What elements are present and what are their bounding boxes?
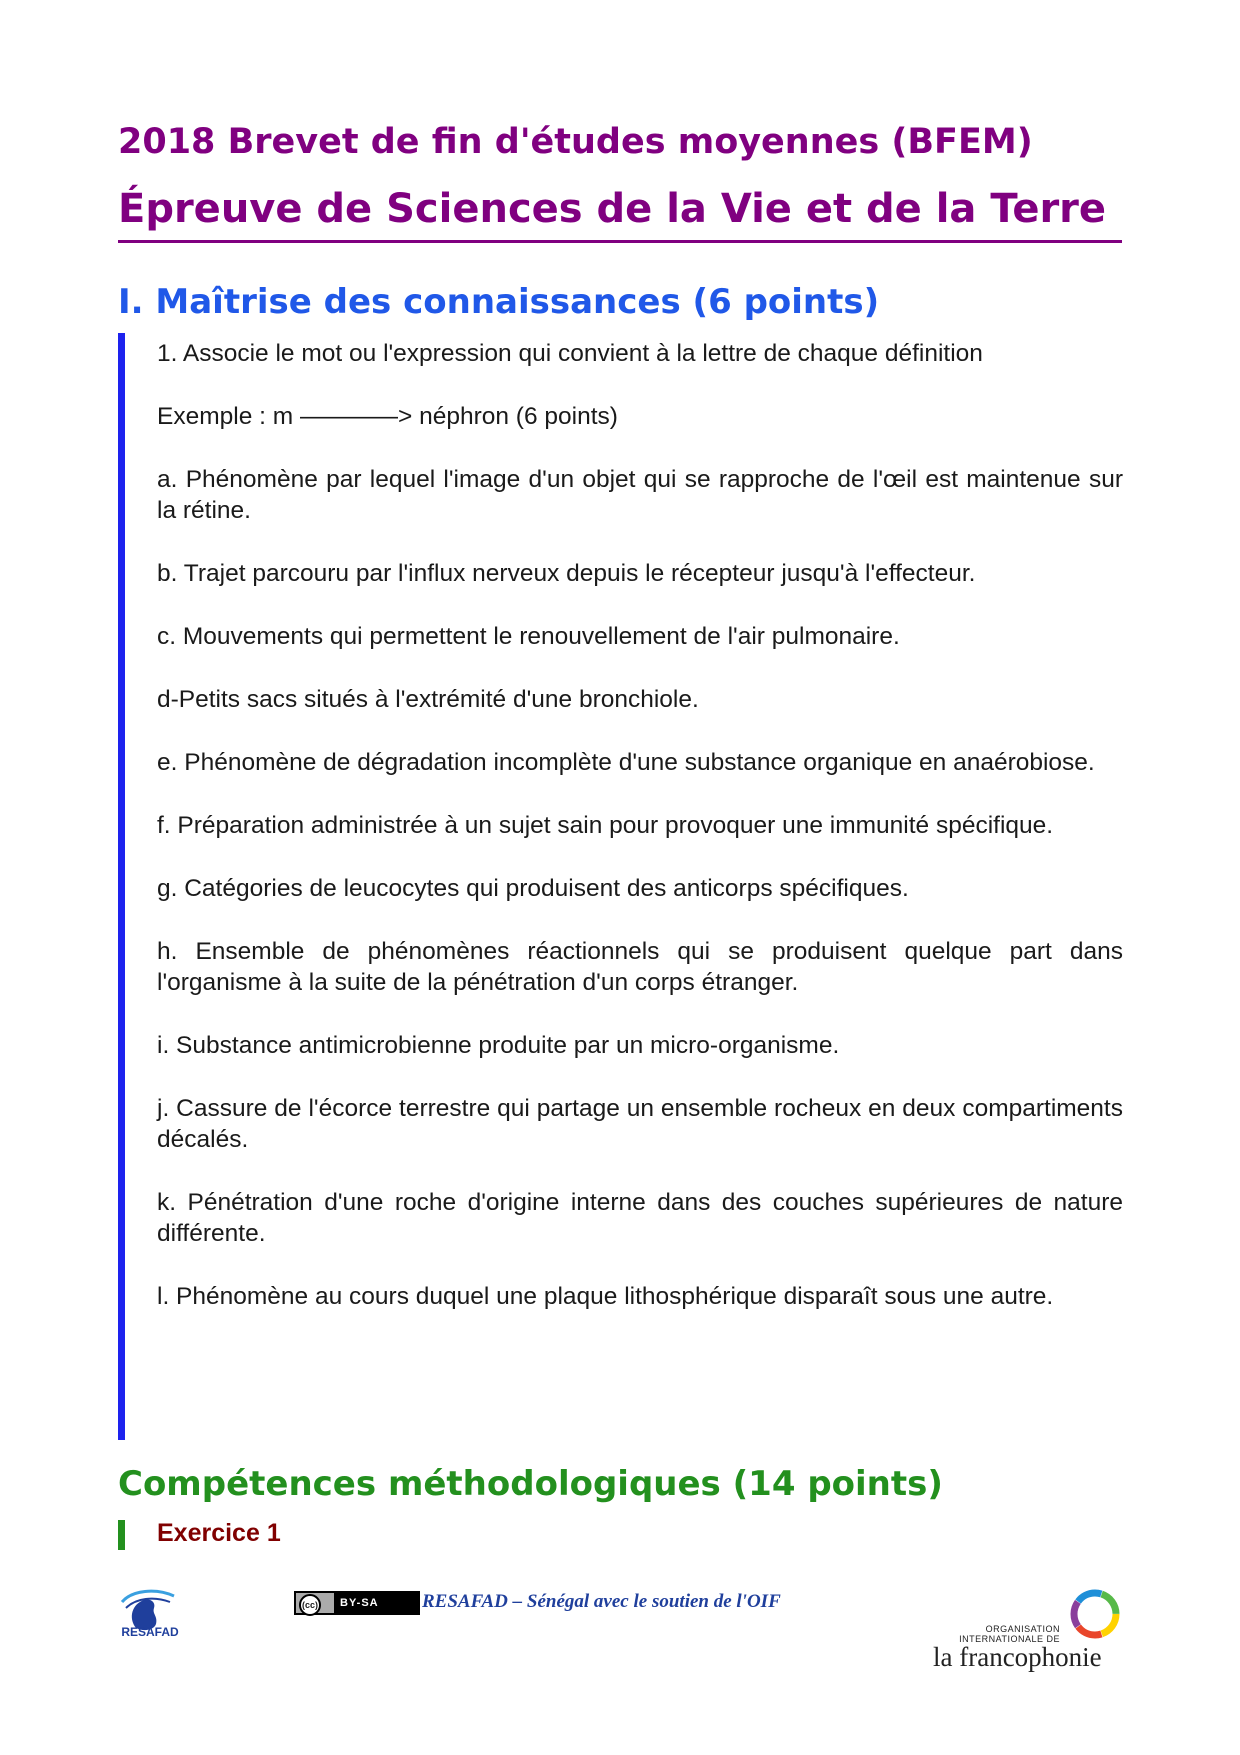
- footer-credit: RESAFAD – Sénégal avec le soutien de l'OIF: [422, 1591, 781, 1612]
- definition-a: a. Phénomène par lequel l'image d'un objet qui se rapproche de l'œil est maintenue sur la rétine.: [157, 466, 1123, 524]
- exam-subject-title: Épreuve de Sciences de la Vie et de la Terre: [118, 186, 1107, 232]
- title-underline: [118, 240, 1122, 243]
- section-knowledge-content: [157, 338, 1123, 1344]
- definition-l: l. Phénomène au cours duquel une plaque lithosphérique disparaît sous une autre.: [157, 1283, 1054, 1310]
- exam-title: 2018 Brevet de fin d'études moyennes (BFEM): [118, 122, 1033, 162]
- question-instruction: 1. Associe le mot ou l'expression qui convient à la lettre de chaque définition: [157, 340, 983, 367]
- definition-i: i. Substance antimicrobienne produite par un micro-organisme.: [157, 1032, 840, 1059]
- definition-j: j. Cassure de l'écorce terrestre qui partage un ensemble rocheux en deux compartiments décalés.: [157, 1095, 1123, 1153]
- definition-b: b. Trajet parcouru par l'influx nerveux depuis le récepteur jusqu'à l'effecteur.: [157, 560, 976, 587]
- cc-license-badge[interactable]: [294, 1591, 420, 1615]
- oif-name: la francophonie: [933, 1642, 1102, 1672]
- exercise-1-heading: Exercice 1: [157, 1519, 281, 1547]
- resafad-label: RESAFAD: [121, 1625, 179, 1639]
- francophonie-ring-icon: [1067, 1586, 1123, 1642]
- section-methods-bar: [118, 1520, 125, 1550]
- definition-d: d-Petits sacs situés à l'extrémité d'une bronchiole.: [157, 686, 699, 713]
- cc-license-type: BY-SA: [334, 1593, 418, 1613]
- section-knowledge-bar: [118, 333, 125, 1440]
- question-example: Exemple : m ————> néphron (6 points): [157, 403, 618, 430]
- section-knowledge-heading: I. Maîtrise des connaissances (6 points): [118, 282, 880, 322]
- oif-organisation-label: ORGANISATION INTERNATIONALE DE: [959, 1624, 1060, 1644]
- cc-icon: (cc): [299, 1594, 321, 1616]
- definition-g: g. Catégories de leucocytes qui produisent des anticorps spécifiques.: [157, 875, 909, 902]
- definition-k: k. Pénétration d'une roche d'origine interne dans des couches supérieures de nature différente.: [157, 1189, 1123, 1247]
- definition-e: e. Phénomène de dégradation incomplète d'une substance organique en anaérobiose.: [157, 749, 1095, 776]
- definition-c: c. Mouvements qui permettent le renouvellement de l'air pulmonaire.: [157, 623, 900, 650]
- definition-h: h. Ensemble de phénomènes réactionnels qui se produisent quelque part dans l'organisme à la suite de la pénétration d'un corps étranger.: [157, 938, 1123, 996]
- definition-f: f. Préparation administrée à un sujet sain pour provoquer une immunité spécifique.: [157, 812, 1054, 839]
- section-methods-heading: Compétences méthodologiques (14 points): [118, 1464, 943, 1504]
